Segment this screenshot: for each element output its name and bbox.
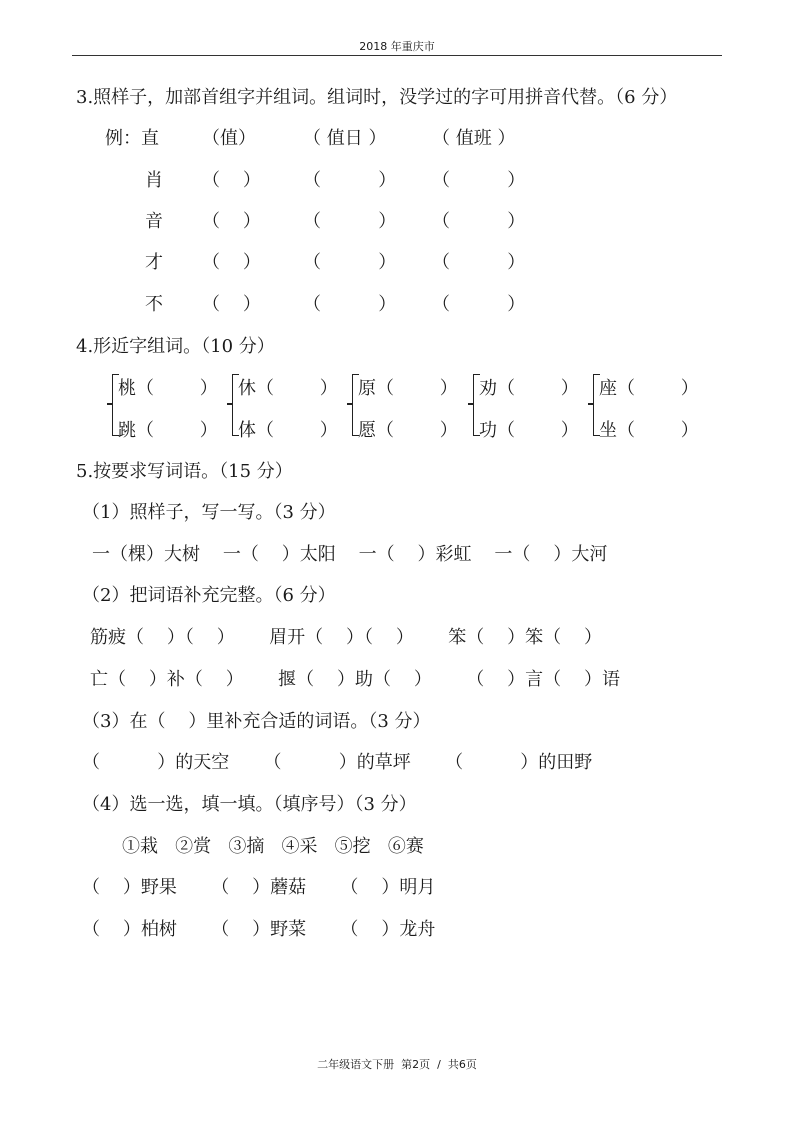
q4-word: 跳（ ）	[118, 420, 218, 441]
q5-p2-title: （2）把词语补充完整。（6 分）	[82, 585, 336, 606]
q4-word: 愿（ ）	[358, 420, 458, 441]
q5-p1-title: （1）照样子，写一写。（3 分）	[82, 502, 336, 523]
q4-word: 坐（ ）	[599, 420, 699, 441]
q5-p4-title: （4）选一选，填一填。（填序号）（3 分）	[82, 794, 417, 815]
q3-row-blank: （ ）	[202, 252, 261, 273]
q3-row-blank: （ ）	[202, 294, 261, 315]
q5-p4-options: ①栽 ②赏 ③摘 ④采 ⑤挖 ⑥赛	[122, 836, 424, 857]
q5-p2-line1: 筋疲（ ）（ ） 眉开（ ）（ ） 笨（ ）笨（ ）	[90, 627, 602, 648]
q5-p4-line2: （ ）柏树 （ ）野菜 （ ）龙舟	[82, 919, 436, 940]
q3-example-prefix: 例：直	[105, 128, 159, 149]
q3-row-blank: （ ）	[432, 252, 526, 273]
q3-row-char: 不	[145, 294, 163, 315]
q3-example-c2: （ 值日 ）	[303, 128, 387, 149]
q3-row-blank: （ ）	[303, 170, 397, 191]
q4-word: 原（ ）	[358, 378, 458, 399]
q5-p1-line: 一（棵）大树 一（ ）太阳 一（ ）彩虹 一（ ）大河	[92, 544, 608, 565]
q3-row-blank: （ ）	[432, 294, 526, 315]
q3-row-char: 肖	[145, 170, 163, 191]
q3-example-c3: （ 值班 ）	[432, 128, 516, 149]
q5-title: 5.按要求写词语。（15 分）	[76, 461, 293, 482]
q3-title: 3.照样子，加部首组字并组词。组词时，没学过的字可用拼音代替。（6 分）	[76, 87, 678, 108]
q3-example-c1: （值）	[202, 128, 256, 149]
q3-row-blank: （ ）	[202, 211, 261, 232]
q4-title: 4.形近字组词。（10 分）	[76, 336, 275, 357]
q5-p3-title: （3）在（ ）里补充合适的词语。（3 分）	[82, 711, 431, 732]
q3-row-blank: （ ）	[432, 211, 526, 232]
q4-word: 桃（ ）	[118, 378, 218, 399]
page-header: 2018 年重庆市	[359, 40, 435, 53]
q5-p2-line2: 亡（ ）补（ ） 揠（ ）助（ ） （ ）言（ ）语	[90, 669, 620, 690]
q4-word: 劝（ ）	[479, 378, 579, 399]
q3-row-char: 才	[145, 252, 163, 273]
q3-row-blank: （ ）	[303, 252, 397, 273]
q5-p3-line: （ ）的天空 （ ）的草坪 （ ）的田野	[82, 752, 593, 773]
q4-word: 座（ ）	[599, 378, 699, 399]
q3-row-blank: （ ）	[202, 170, 261, 191]
q3-row-blank: （ ）	[432, 170, 526, 191]
q4-word: 功（ ）	[479, 420, 579, 441]
q4-word: 休（ ）	[238, 378, 338, 399]
page-footer: 二年级语文下册 第2页 / 共6页	[317, 1058, 477, 1071]
q4-word: 体（ ）	[238, 420, 338, 441]
q3-row-char: 音	[145, 211, 163, 232]
q3-row-blank: （ ）	[303, 294, 397, 315]
q5-p4-line1: （ ）野果 （ ）蘑菇 （ ）明月	[82, 877, 436, 898]
q3-row-blank: （ ）	[303, 211, 397, 232]
header-rule	[72, 55, 722, 56]
